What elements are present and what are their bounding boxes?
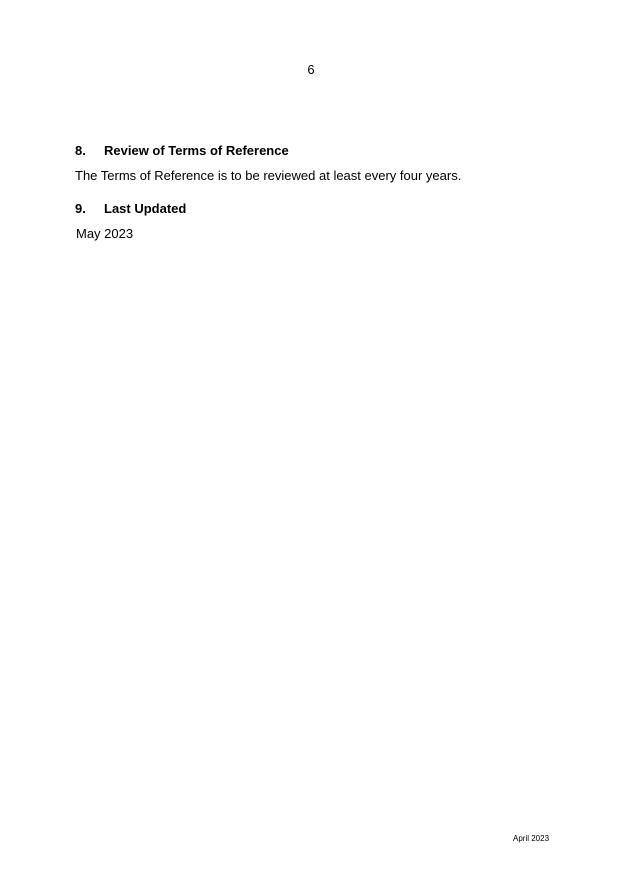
section-title: Last Updated bbox=[104, 201, 187, 216]
section-body-review: The Terms of Reference is to be reviewed at least every four years. bbox=[75, 168, 462, 183]
section-body-last-updated: May 2023 bbox=[76, 226, 134, 241]
footer-date: April 2023 bbox=[513, 834, 550, 843]
section-number: 9. bbox=[75, 201, 86, 216]
page-number: 6 bbox=[307, 62, 315, 77]
section-number: 8. bbox=[75, 143, 86, 158]
section-heading-review bbox=[75, 143, 289, 158]
section-heading-last-updated bbox=[75, 201, 186, 216]
section-title: Review of Terms of Reference bbox=[104, 143, 289, 158]
